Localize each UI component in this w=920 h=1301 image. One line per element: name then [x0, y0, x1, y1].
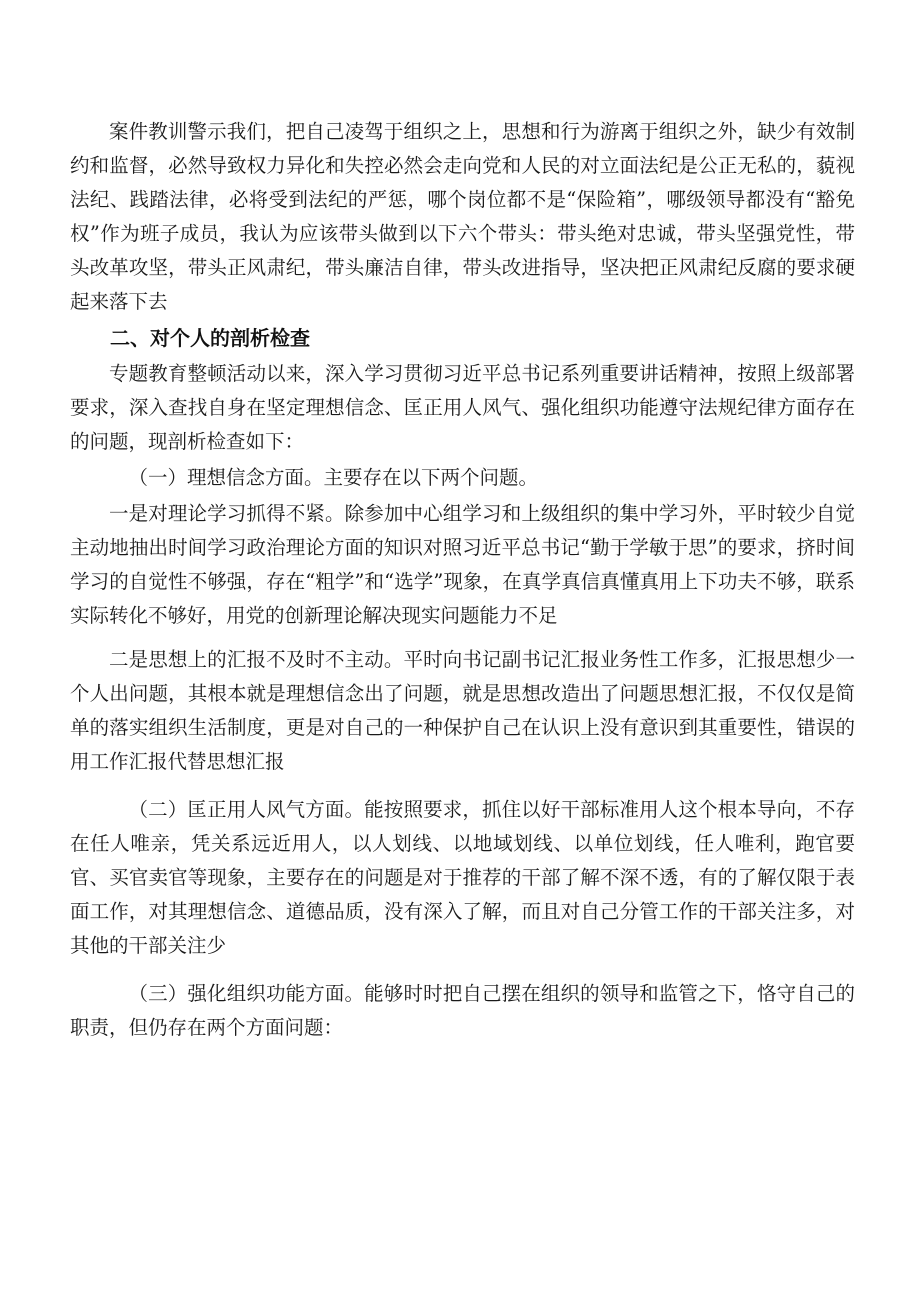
paragraph-education-intro: 专题教育整顿活动以来，深入学习贯彻习近平总书记系列重要讲话精神，按照上级部署要求，深入查找自身在坚定理想信念、匡正用人风气、强化组织功能遵守法规纪律方面存在的问题，现剖析检查如下： — [70, 362, 855, 453]
section-heading-self-analysis: 二、对个人的剖析检查 — [110, 326, 310, 350]
subheading-organization-function: （三）强化组织功能方面。能够时时把自己摆在组织的领导和监管之下，恪守自己的职责，但仍存在两个方面问题： — [70, 982, 855, 1039]
subheading-personnel-style: （二）匡正用人风气方面。能按照要求，抓住以好干部标准用人这个根本导向，不存在任人唯亲，凭关系远近用人，以人划线、以地域划线、以单位划线，任人唯利，跑官要官、买官卖官等现象，主要存在的问题是对于推荐的干部了解不深不透，有的了解仅限于表面工作，对其理想信念、道德品质，没有深入了解，而且对自己分管工作的干部关注多，对其他的干部关注少 — [70, 798, 855, 957]
paragraph-theory-study: 一是对理论学习抓得不紧。除参加中心组学习和上级组织的集中学习外，平时较少自觉主动地抽出时间学习政治理论方面的知识对照习近平总书记“勤于学敏于思”的要求，挤时间学习的自觉性不够强，存在“粗学”和“选学”现象，在真学真信真懂真用上下功夫不够，联系实际转化不够好，用党的创新理论解决现实问题能力不足 — [70, 502, 855, 627]
paragraph-case-lesson: 案件教训警示我们，把自己凌驾于组织之上，思想和行为游离于组织之外，缺少有效制约和监督，必然导致权力异化和失控必然会走向党和人民的对立面法纪是公正无私的，藐视法纪、践踏法律，必将受到法纪的严惩，哪个岗位都不是“保险箱”，哪级领导都没有“豁免权”作为班子成员，我认为应该带头做到以下六个带头：带头绝对忠诚，带头坚强党性，带头改革攻坚，带头正风肃纪，带头廉洁自律，带头改进指导，坚决把正风肃纪反腐的要求硬起来落下去 — [70, 120, 855, 313]
document-page — [70, 115, 855, 1045]
subheading-ideals-beliefs: （一）理想信念方面。主要存在以下两个问题。 — [128, 466, 539, 489]
paragraph-thought-report: 二是思想上的汇报不及时不主动。平时向书记副书记汇报业务性工作多，汇报思想少一个人出问题，其根本就是理想信念出了问题，就是思想改造出了问题思想汇报，不仅仅是简单的落实组织生活制度，更是对自己的一种保护自己在认识上没有意识到其重要性，错误的用工作汇报代替思想汇报 — [70, 648, 855, 773]
